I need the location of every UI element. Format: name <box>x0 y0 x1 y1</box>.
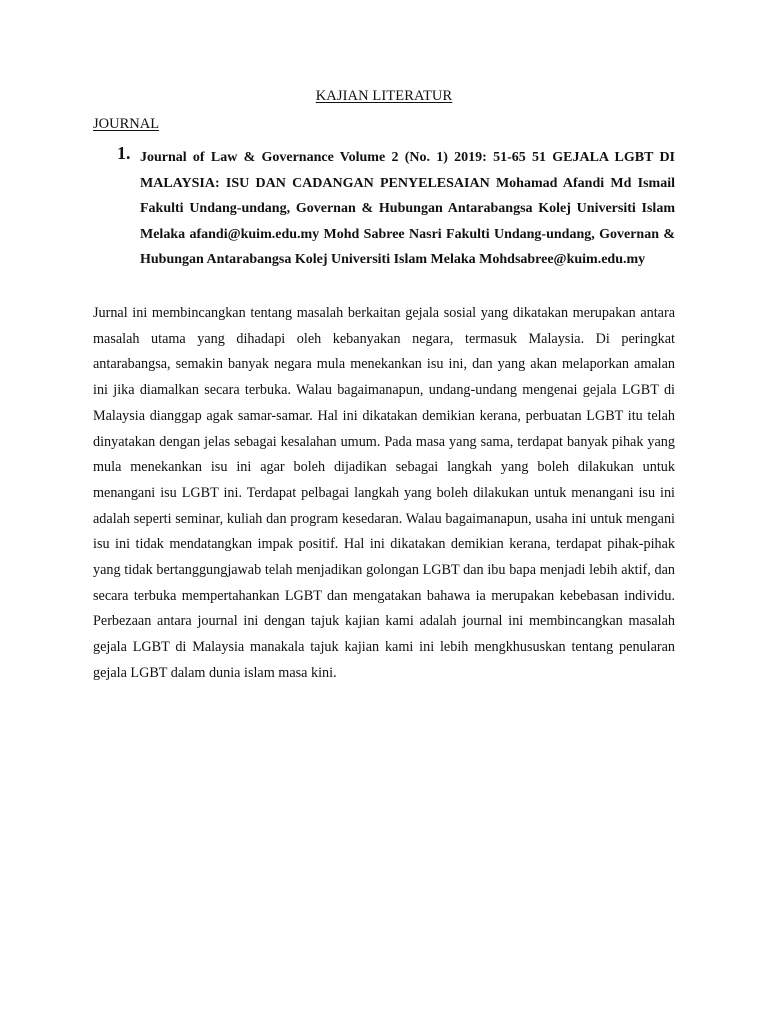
page-title: KAJIAN LITERATUR <box>315 88 453 104</box>
section-label-journal: JOURNAL <box>93 116 160 132</box>
summary-paragraph: Jurnal ini membincangkan tentang masalah berkaitan gejala sosial yang dikatakan merupakan antara masalah utama yang dihadapi oleh kebanyakan negara, termasuk Malaysia. Di peringkat antarabangsa, semakin banyak negara mula menekankan isu ini, dan yang akan melaporkan amalan ini jika diamalkan secara terbuka. Walau bagaimanapun, undang-undang mengenai gejala LGBT di Malaysia dianggap agak samar-samar. Hal ini dikatakan demikian kerana, perbuatan LGBT itu telah dinyatakan dengan jelas sebagai kesalahan umum. Pada masa yang sama, terdapat banyak pihak yang mula menekankan isu ini agar boleh dijadikan sebagai langkah yang boleh dilakukan untuk menangani isu LGBT ini. Terdapat pelbagai langkah yang boleh dilakukan untuk menangani isu ini adalah seperti seminar, kuliah dan program kesedaran. Walau bagaimanapun, usaha ini untuk mengani isu ini tidak mendatangkan impak positif. Hal ini dikatakan demikian kerana, terdapat pihak-pihak yang tidak bertanggungjawab telah menjadikan golongan LGBT dan ibu bapa menjadi lebih aktif, dan secara terbuka mempertahankan LGBT dan mengatakan bahawa ia merupakan kebebasan individu. Perbezaan antara journal ini dengan tajuk kajian kami adalah journal ini membincangkan masalah gejala LGBT di Malaysia manakala tajuk kajian kami ini lebih mengkhususkan tentang penularan gejala LGBT dalam dunia islam masa kini. <box>93 305 675 681</box>
reference-item <box>93 143 675 293</box>
reference-number: 1. <box>117 143 131 163</box>
reference-citation: Journal of Law & Governance Volume 2 (No. 1) 2019: 51-65 51 GEJALA LGBT DI MALAYSIA: ISU DAN CADANGAN PENYELESAIAN Mohamad Afandi Md Ismail Fakulti Undang-undang, Governan & Hubungan Antarabangsa Kolej Universiti Islam Melaka afandi@kuim.edu.my Mohd Sabree Nasri Fakulti Undang-undang, Governan & Hubungan Antarabangsa Kolej Universiti Islam Melaka Mohdsabree@kuim.edu.my <box>140 150 675 267</box>
